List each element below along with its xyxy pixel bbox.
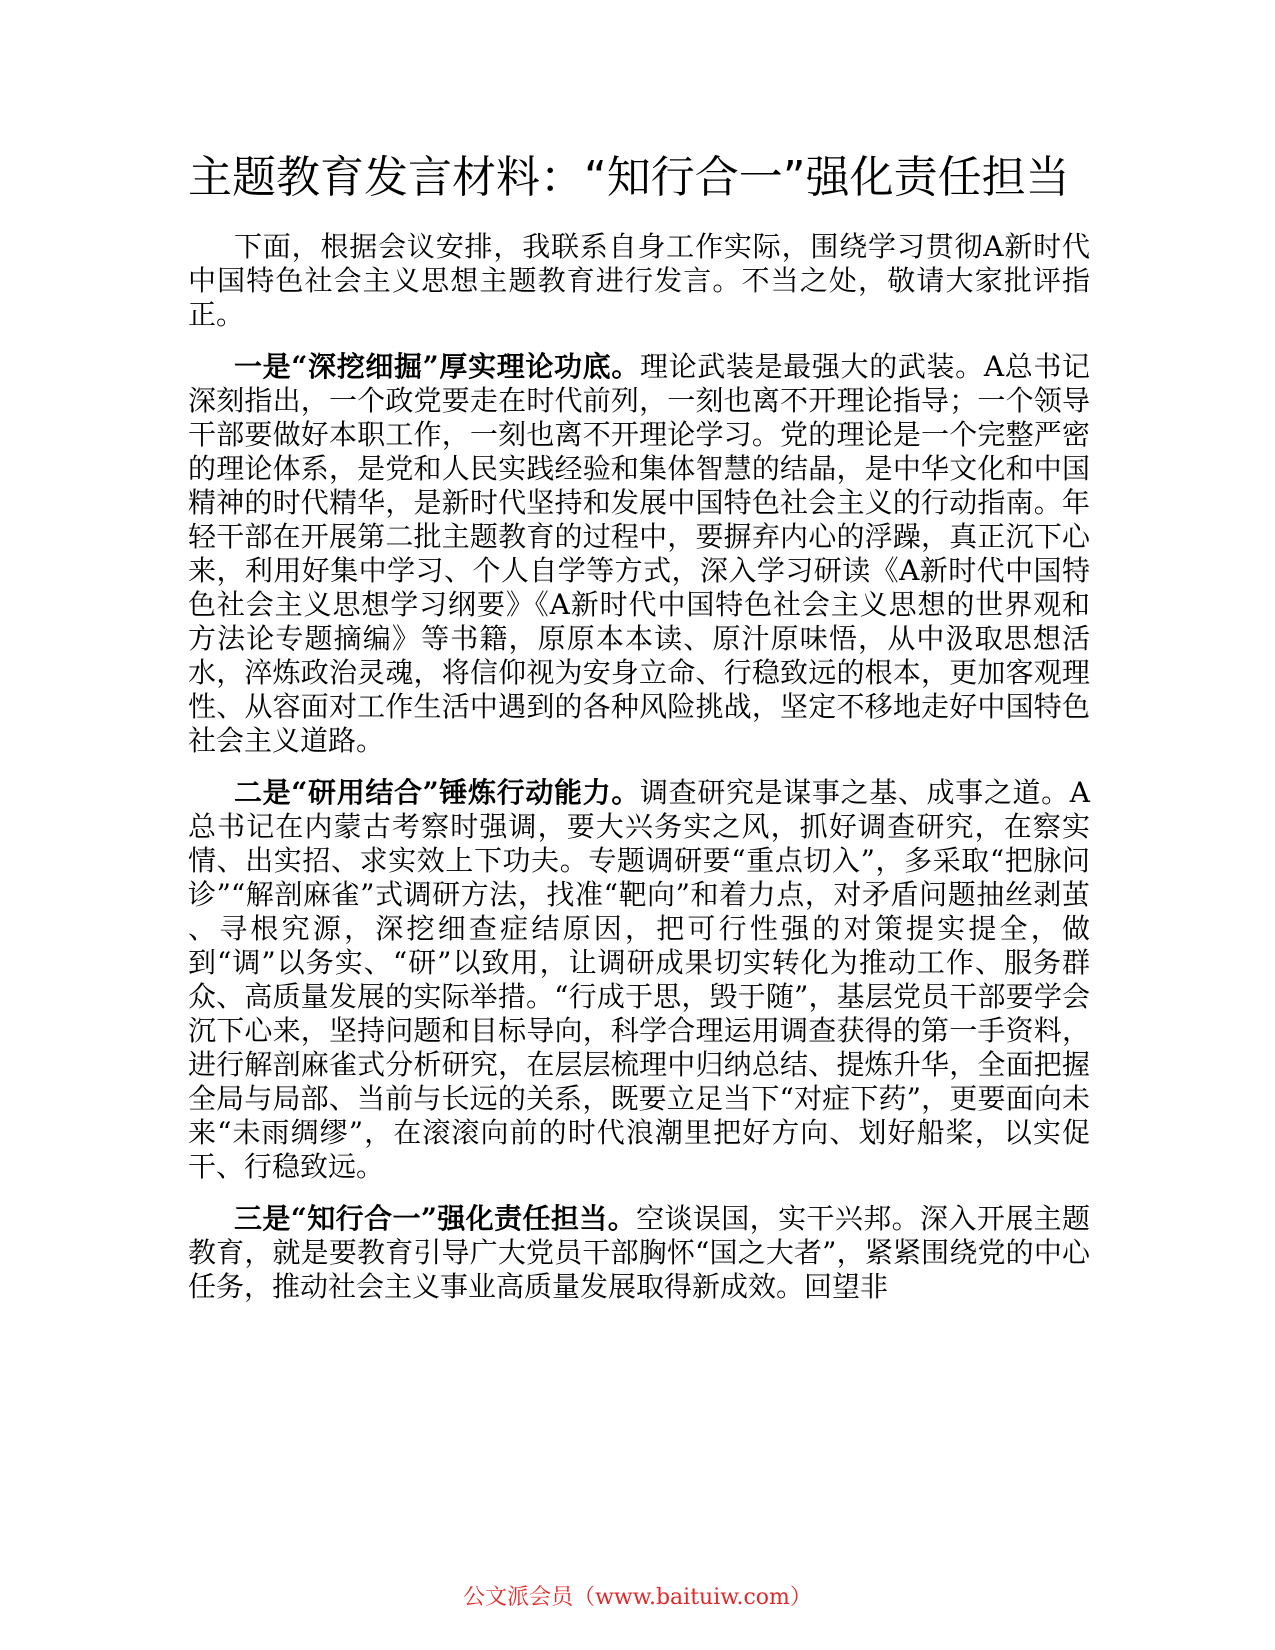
section-paragraph-1: [188, 350, 1090, 758]
section-text-3: 空谈误国，实干兴邦。深入开展主题教育，就是要教育引导广大党员干部胸怀“国之大者”，紧紧围绕党的中心任务，推动社会主义事业高质量发展取得新成效。回望非: [188, 1202, 1090, 1303]
document-title: 主题教育发言材料：“知行合一”强化责任担当: [188, 152, 1070, 203]
section-text-2: 调查研究是谋事之基、成事之道。A总书记在内蒙古考察时强调，要大兴务实之风，抓好调查研究，在察实情、出实招、求实效上下功夫。专题调研要“重点切入”，多采取“把脉问诊”“解剖麻雀”式调研方法，找准“靶向”和着力点，对矛盾问题抽丝剥茧 、寻根究源，深挖细查症结原因，把可行性强的对策提实提全，做到“调”以务实、“研”以致用，让调研成果切实转化为推动工作、服务群众、高质量发展的实际举措。“行成于思，毁于随”，基层党员干部要学会沉下心来，坚持问题和目标导向，科学合理运用调查获得的第一手资料，进行解剖麻雀式分析研究，在层层梳理中归纳总结、提炼升华，全面把握全局与局部、当前与长远的关系，既要立足当下“对症下药”，更要面向未来“未雨绸缪”，在滚滚向前的时代浪潮里把好方向、划好船桨，以实促干、行稳致远。: [188, 776, 1090, 1183]
section-paragraph-3: [188, 1202, 1090, 1304]
intro-paragraph: 下面，根据会议安排，我联系自身工作实际，围绕学习贯彻A新时代中国特色社会主义思想主题教育进行发言。不当之处，敬请大家批评指正。: [188, 230, 1090, 331]
section-lead-2: 二是“研用结合”锤炼行动能力。: [234, 776, 640, 809]
section-paragraph-2: [188, 776, 1090, 1184]
document-body: [188, 230, 1090, 1322]
section-lead-3: 三是“知行合一”强化责任担当。: [234, 1202, 637, 1235]
footer-watermark: 公文派会员（www.baituiw.com）: [463, 1585, 812, 1610]
section-lead-1: 一是“深挖细掘”厚实理论功底。: [234, 350, 640, 383]
section-text-1: 理论武装是最强大的武装。A总书记深刻指出，一个政党要走在时代前列，一刻也离不开理论指导；一个领导干部要做好本职工作，一刻也离不开理论学习。党的理论是一个完整严密的理论体系，是党和人民实践经验和集体智慧的结晶，是中华文化和中国精神的时代精华，是新时代坚持和发展中国特色社会主义的行动指南。年轻干部在开展第二批主题教育的过程中，要摒弃内心的浮躁，真正沉下心来，利用好集中学习、个人自学等方式，深入学习研读《A新时代中国特色社会主义思想学习纲要》《A新时代中国特色社会主义思想的世界观和方法论专题摘编》等书籍，原原本本读、原汁原味悟，从中汲取思想活水，淬炼政治灵魂，将信仰视为安身立命、行稳致远的根本，更加客观理性、从容面对工作生活中遇到的各种风险挑战，坚定不移地走好中国特色社会主义道路。: [188, 350, 1090, 757]
